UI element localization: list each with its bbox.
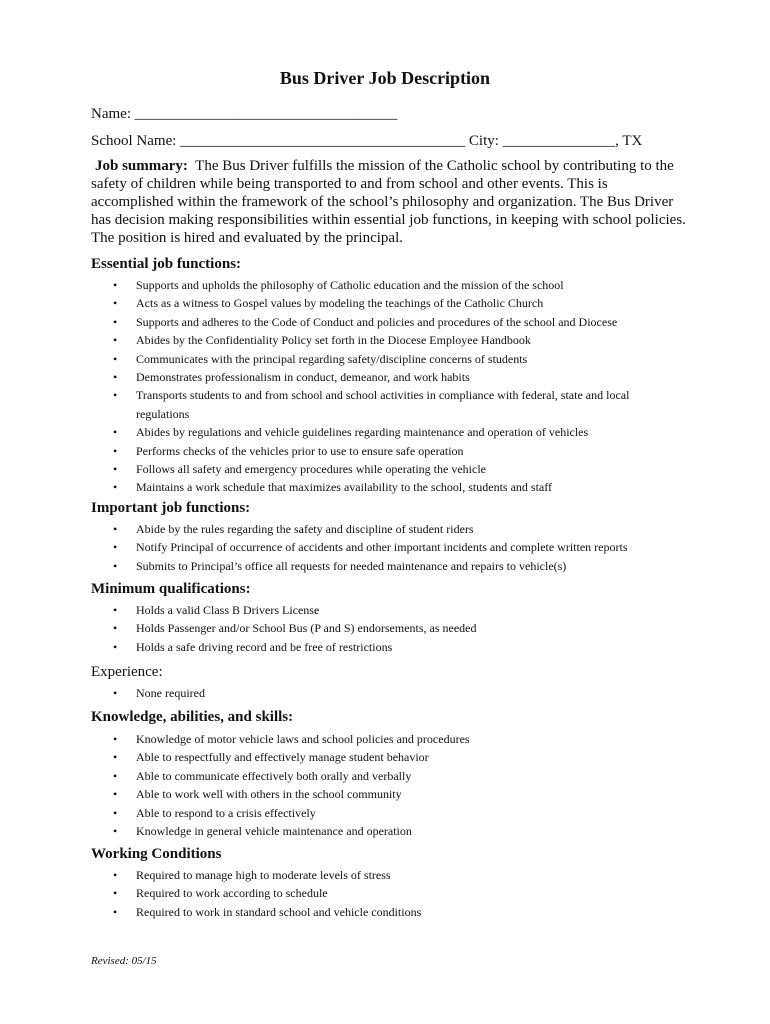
list-item: • Able to communicate effectively both orally and verbally [91, 767, 671, 785]
list-item: • Knowledge in general vehicle maintenance and operation [91, 822, 671, 840]
school-city-field: School Name: ______________________________________ City: _______________, TX [91, 133, 643, 149]
list-item: • Transports students to and from school and school activities in compliance with federal, state and local regulations [91, 386, 671, 423]
list-item: • Supports and upholds the philosophy of Catholic education and the mission of the school [91, 276, 671, 294]
name-field: Name: ___________________________________ [91, 106, 398, 122]
job-summary [91, 157, 691, 247]
list-item: • Knowledge of motor vehicle laws and school policies and procedures [91, 730, 671, 748]
list-item: • Maintains a work schedule that maximizes availability to the school, students and staff [91, 478, 671, 496]
list-item: • None required [91, 684, 671, 702]
list-item: • Supports and adheres to the Code of Conduct and policies and procedures of the school and Diocese [91, 313, 671, 331]
experience-list [91, 684, 671, 702]
list-item: • Submits to Principal’s office all requests for needed maintenance and repairs to vehicle(s) [91, 557, 671, 575]
knowledge-skills-list [91, 730, 671, 840]
list-item: • Able to respond to a crisis effectively [91, 804, 671, 822]
list-item: • Abides by regulations and vehicle guidelines regarding maintenance and operation of vehicles [91, 423, 671, 441]
list-item: • Holds a valid Class B Drivers License [91, 601, 671, 619]
job-summary-label: Job summary: [95, 158, 188, 174]
minimum-qualifications-heading: Minimum qualifications: [91, 581, 251, 597]
revision-footer: Revised: 05/15 [91, 955, 157, 967]
list-item: • Required to work in standard school and vehicle conditions [91, 903, 671, 921]
minimum-qualifications-list [91, 601, 671, 656]
working-conditions-list [91, 866, 671, 921]
essential-functions-list [91, 276, 671, 497]
list-item: • Abides by the Confidentiality Policy set forth in the Diocese Employee Handbook [91, 331, 671, 349]
list-item: • Follows all safety and emergency procedures while operating the vehicle [91, 460, 671, 478]
important-functions-list [91, 520, 671, 575]
job-summary-text: The Bus Driver fulfills the mission of the Catholic school by contributing to the safety of children while being transported to and from school and other events. This is accomplished within the framework of the school’s philosophy and organization. The Bus Driver has decision making responsibilities within essential job functions, in keeping with school policies. The position is hired and evaluated by the principal. [91, 158, 686, 246]
list-item: • Communicates with the principal regarding safety/discipline concerns of students [91, 350, 671, 368]
important-functions-heading: Important job functions: [91, 500, 251, 516]
list-item: • Holds a safe driving record and be free of restrictions [91, 638, 671, 656]
knowledge-skills-heading: Knowledge, abilities, and skills: [91, 709, 294, 725]
experience-heading: Experience: [91, 664, 163, 680]
list-item: • Abide by the rules regarding the safety and discipline of student riders [91, 520, 671, 538]
list-item: • Required to manage high to moderate levels of stress [91, 866, 671, 884]
working-conditions-heading: Working Conditions [91, 846, 222, 862]
list-item: • Demonstrates professionalism in conduct, demeanor, and work habits [91, 368, 671, 386]
list-item: • Required to work according to schedule [91, 884, 671, 902]
list-item: • Performs checks of the vehicles prior to use to ensure safe operation [91, 442, 671, 460]
essential-functions-heading: Essential job functions: [91, 256, 242, 272]
list-item: • Holds Passenger and/or School Bus (P and S) endorsements, as needed [91, 619, 671, 637]
list-item: • Notify Principal of occurrence of accidents and other important incidents and complete written reports [91, 538, 671, 556]
list-item: • Acts as a witness to Gospel values by modeling the teachings of the Catholic Church [91, 294, 671, 312]
document-title: Bus Driver Job Description [279, 68, 491, 88]
list-item: • Able to work well with others in the school community [91, 785, 671, 803]
list-item: • Able to respectfully and effectively manage student behavior [91, 748, 671, 766]
